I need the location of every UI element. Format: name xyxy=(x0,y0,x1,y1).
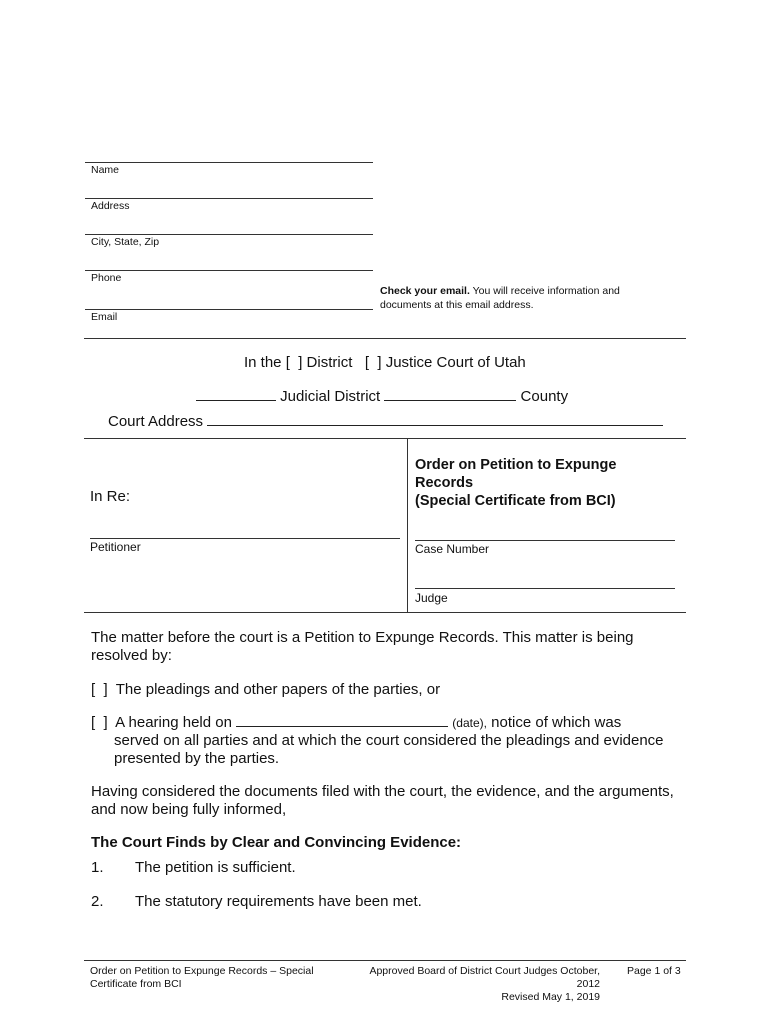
case-number-line[interactable] xyxy=(415,540,675,541)
name-line[interactable] xyxy=(85,162,373,163)
intro-paragraph xyxy=(91,629,634,665)
considered-line2: and now being fully informed, xyxy=(91,801,287,818)
court-address-blank[interactable] xyxy=(207,413,663,426)
case-number-label: Case Number xyxy=(415,542,490,556)
intro-line1: The matter before the court is a Petition to Expunge Records. This matter is being xyxy=(91,629,634,646)
order-title-line2: Records xyxy=(415,475,474,491)
option-hearing-line2: served on all parties and at which the court considered the pleadings and evidence xyxy=(114,732,664,749)
option-hearing-start: [ ] A hearing held on xyxy=(91,714,232,731)
finding-text: The statutory requirements have been met. xyxy=(135,893,422,910)
order-title-line3: (Special Certificate from BCI) xyxy=(415,493,616,509)
court-type-line: In the [ ] District [ ] Justice Court of Utah xyxy=(244,354,526,371)
findings-heading: The Court Finds by Clear and Convincing Evidence: xyxy=(91,834,462,851)
footer-center-line1: Approved Board of District Court Judges October, 2012 xyxy=(369,965,600,990)
in-re-label: In Re: xyxy=(90,488,131,505)
email-label: Email xyxy=(91,311,118,323)
intro-line2: resolved by: xyxy=(91,647,172,664)
finding-item-2 xyxy=(91,893,422,911)
footer-center-line2: Revised May 1, 2019 xyxy=(501,991,600,1003)
county-label: County xyxy=(520,388,569,405)
address-line[interactable] xyxy=(85,198,373,199)
email-notice-bold: Check your email. xyxy=(380,285,470,297)
order-title-line1: Order on Petition to Expunge xyxy=(415,457,617,473)
option-hearing xyxy=(91,714,621,732)
district-blank[interactable] xyxy=(196,388,276,401)
order-title xyxy=(415,456,616,510)
footer-rule xyxy=(84,960,686,961)
considered-line1: Having considered the documents filed with the court, the evidence, and the arguments, xyxy=(91,783,674,800)
city-line[interactable] xyxy=(85,234,373,235)
email-notice-line2: documents at this email address. xyxy=(380,299,534,311)
caption-bottom-rule xyxy=(84,612,686,613)
county-blank[interactable] xyxy=(384,388,516,401)
phone-line[interactable] xyxy=(85,270,373,271)
petitioner-label: Petitioner xyxy=(90,540,141,554)
option-pleadings: [ ] The pleadings and other papers of the parties, or xyxy=(91,681,441,698)
judge-line[interactable] xyxy=(415,588,675,589)
petitioner-line[interactable] xyxy=(90,538,400,539)
address-label: Address xyxy=(91,200,130,212)
phone-label: Phone xyxy=(91,272,122,284)
considered-paragraph xyxy=(91,783,674,819)
footer-left xyxy=(90,965,314,991)
finding-item-1 xyxy=(91,859,296,877)
district-county-line xyxy=(196,388,568,405)
option-hearing-line3: presented by the parties. xyxy=(114,750,280,767)
finding-number: 1. xyxy=(91,859,104,876)
email-notice-rest: You will receive information and xyxy=(469,285,620,297)
email-line[interactable] xyxy=(85,309,373,310)
caption-top-rule xyxy=(84,438,686,439)
finding-text: The petition is sufficient. xyxy=(135,859,296,876)
judicial-district-label: Judicial District xyxy=(280,388,381,405)
court-address-label: Court Address xyxy=(108,413,204,430)
page-number: Page 1 of 3 xyxy=(627,965,681,977)
footer-left-line1: Order on Petition to Expunge Records – Special xyxy=(90,965,314,977)
name-label: Name xyxy=(91,164,120,176)
finding-number: 2. xyxy=(91,893,104,910)
court-address-line xyxy=(108,413,663,430)
date-label: (date), xyxy=(452,716,487,730)
court-top-rule xyxy=(84,338,686,339)
footer-left-line2: Certificate from BCI xyxy=(90,978,182,990)
email-notice xyxy=(380,284,680,312)
caption-divider xyxy=(407,438,408,612)
option-hearing-end: notice of which was xyxy=(486,714,622,731)
option-hearing-cont xyxy=(114,732,664,768)
city-label: City, State, Zip xyxy=(91,236,160,248)
hearing-date-blank[interactable] xyxy=(236,714,448,727)
judge-label: Judge xyxy=(415,591,448,605)
footer-center xyxy=(350,965,600,1004)
